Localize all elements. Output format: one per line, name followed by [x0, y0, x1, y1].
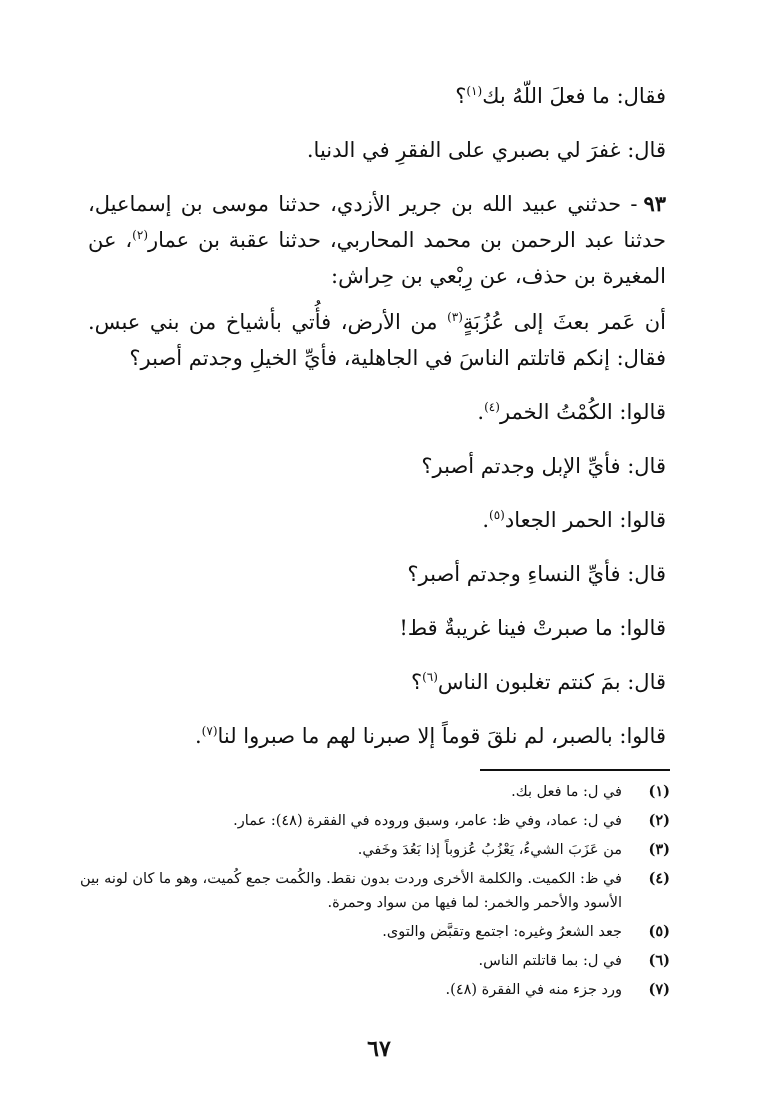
footnote-number: (٣) [648, 841, 670, 858]
paragraph-10: قال: بمَ كنتم تغلبون الناس$^{(٦)}$؟ [410, 670, 666, 694]
footnote-text: في ظ: الكميت. والكلمة الأخرى وردت بدون نقط. والكُمت جمع كُميت، وهو ما كان لونه بين الأسود والأحمر والخمر: لما فيها من سواد وحمرة. [80, 871, 622, 911]
paragraph-2: قال: غفرَ لي بصبري على الفقرِ في الدنيا. [306, 138, 666, 162]
page-number: ٦٧ [367, 1036, 391, 1062]
footnote-number: (٥) [648, 923, 670, 940]
footnote-ref-1: (١) [466, 84, 483, 98]
paragraph-11: قالوا: بالصبر، لم نلقَ قوماً إلا صبرنا لهم ما صبروا لنا$^{(٧)}$. [194, 724, 666, 748]
paragraph-1: فقال: ما فعلَ اللّهُ بك$^{(١)}$؟ [455, 84, 666, 108]
footnote [80, 867, 670, 915]
footnote-number: (١) [648, 783, 670, 800]
footnote-number: (٧) [648, 981, 670, 998]
footnote [80, 949, 670, 973]
footnote-ref-4: (٤) [484, 400, 500, 414]
footnote-number: (٤) [648, 870, 670, 887]
paragraph-3: ٩٣- حدثني عبيد الله بن جرير الأزدي، حدثنا موسى بن إسماعيل، حدثنا عبد الرحمن بن محمد المحاربي، حدثنا عقبة بن عمار$^{(٢)}$، عن المغيرة بن حذف، عن رِبْعي بن حِراش: [88, 191, 667, 288]
footnote [80, 780, 670, 804]
footnote-text: في ل: بما قاتلتم الناس. [478, 953, 622, 969]
footnote-ref-6: (٦) [422, 670, 438, 684]
paragraph-8: قال: فأيِّ النساءِ وجدتم أصبر؟ [407, 562, 666, 586]
footnote-ref-5: (٥) [489, 508, 505, 522]
footnote [80, 838, 670, 862]
footnote [80, 809, 670, 833]
footnotes [80, 780, 670, 1007]
footnote-separator [480, 769, 670, 771]
footnote-number: (٦) [648, 952, 670, 969]
paragraph-4: أن عَمر بعثَ إلى عُزُبَةٍ$^{(٣)}$ من الأرض، فأُتي بأشياخ من بني عبس. فقال: إنكم قاتلتم الناسَ في الجاهلية، فأيِّ الخيلِ وجدتم أصبر؟ [88, 310, 666, 370]
footnote-ref-2: (٢) [132, 228, 148, 242]
footnote-text: ورد جزء منه في الفقرة (٤٨). [445, 982, 622, 998]
footnote-ref-3: (٣) [447, 310, 463, 324]
main-text [88, 78, 666, 772]
footnote-text: في ل: عماد، وفي ظ: عامر، وسبق وروده في الفقرة (٤٨): عمار. [233, 813, 622, 829]
footnote-ref-7: (٧) [201, 724, 218, 738]
footnote-text: جعد الشعرُ وغيره: اجتمع وتقبَّض والتوى. [382, 924, 622, 940]
footnote [80, 920, 670, 944]
paragraph-7: قالوا: الحمر الجعاد$^{(٥)}$. [482, 508, 666, 532]
entry-number: ٩٣ [643, 191, 667, 216]
footnote-text: في ل: ما فعل بك. [511, 784, 622, 800]
paragraph-6: قال: فأيِّ الإبل وجدتم أصبر؟ [421, 454, 666, 478]
footnote-text: من عَزَبَ الشيءُ، يَعْزُبُ عُزوباً إذا بَعُدَ وخَفي. [357, 842, 622, 858]
footnote [80, 978, 670, 1002]
paragraph-5: قالوا: الكُمْتُ الخمر$^{(٤)}$. [477, 400, 666, 424]
paragraph-9: قالوا: ما صبرتْ فينا غريبةٌ قط! [399, 616, 666, 640]
footnote-number: (٢) [648, 812, 670, 829]
